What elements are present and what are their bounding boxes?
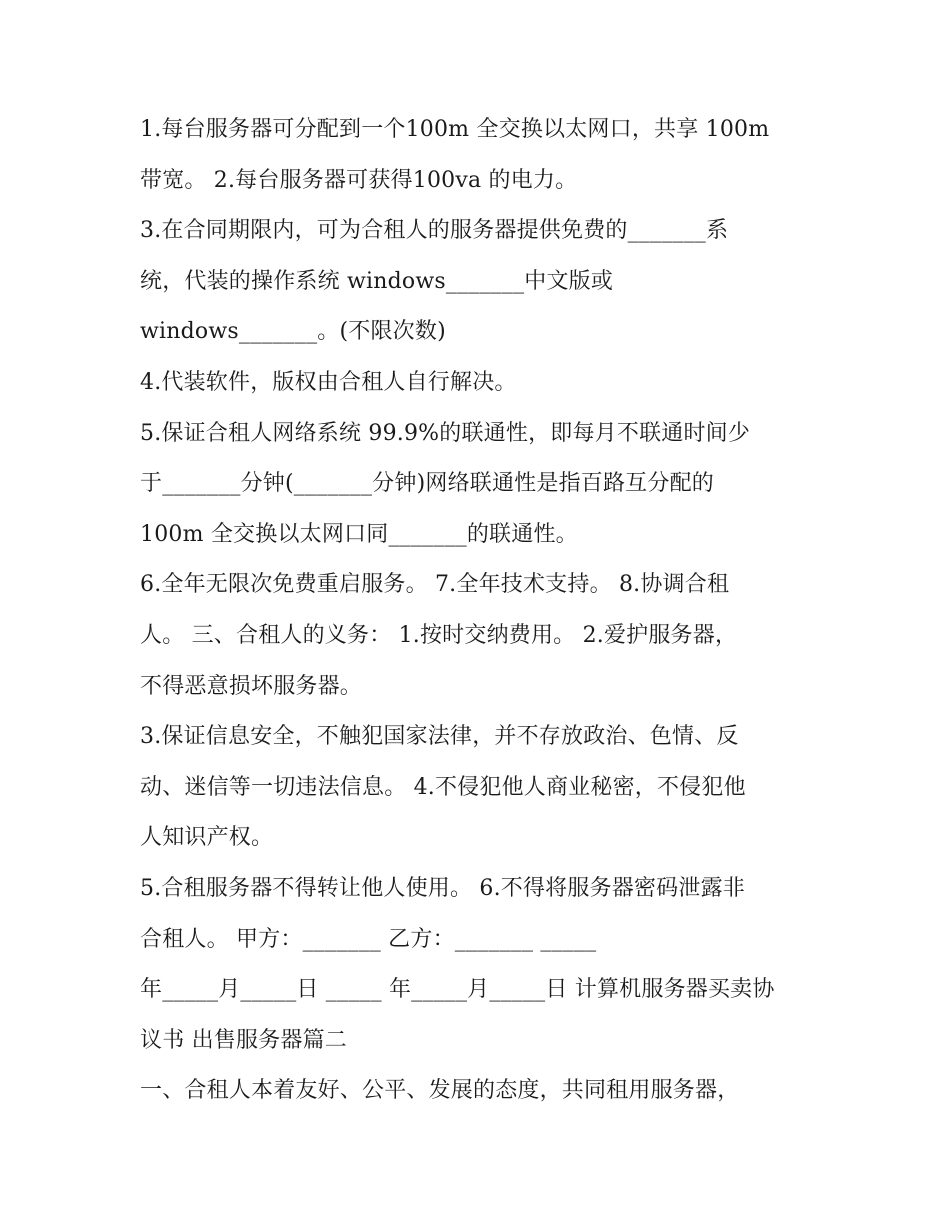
text-line: 年_____月_____日 _____ 年_____月_____日 计算机服务器买卖协 bbox=[140, 977, 775, 1003]
text-line: 于_______分钟(_______分钟)网络联通性是指百路互分配的 bbox=[140, 471, 714, 497]
document-body bbox=[140, 105, 830, 1117]
text-line: 统，代装的操作系统 windows_______中文版或 bbox=[140, 268, 614, 294]
text-line: 6.全年无限次免费重启服务。 7.全年技术支持。 8.协调合租 bbox=[140, 572, 730, 598]
text-line: 1.每台服务器可分配到一个100m 全交换以太网口，共享 100m bbox=[140, 117, 770, 142]
text-line: 不得恶意损坏服务器。 bbox=[140, 673, 363, 699]
text-line: 议书 出售服务器篇二 bbox=[140, 1027, 347, 1053]
text-line: windows_______。(不限次数) bbox=[140, 319, 446, 345]
text-line: 5.保证合租人网络系统 99.9%的联通性，即每月不联通时间少 bbox=[140, 420, 751, 446]
text-line: 人。 三、合租人的义务： 1.按时交纳费用。 2.爱护服务器， bbox=[140, 622, 738, 648]
text-line: 4.代装软件，版权由合租人自行解决。 bbox=[140, 369, 517, 395]
text-line: 5.合租服务器不得转让他人使用。 6.不得将服务器密码泄露非 bbox=[140, 875, 745, 901]
text-line: 3.在合同期限内，可为合租人的服务器提供免费的_______系 bbox=[140, 218, 729, 244]
text-line: 一、合租人本着友好、公平、发展的态度，共同租用服务器， bbox=[140, 1078, 740, 1104]
text-line: 3.保证信息安全，不触犯国家法律，并不存放政治、色情、反 bbox=[140, 724, 739, 750]
text-line: 带宽。 2.每台服务器可获得100va 的电力。 bbox=[140, 167, 578, 193]
text-line: 动、迷信等一切违法信息。 4.不侵犯他人商业秘密，不侵犯他 bbox=[140, 774, 746, 800]
text-line: 合租人。 甲方：_______ 乙方：_______ _____ bbox=[140, 926, 597, 952]
text-line: 人知识产权。 bbox=[140, 825, 274, 851]
text-line: 100m 全交换以太网口同_______的联通性。 bbox=[140, 521, 578, 547]
